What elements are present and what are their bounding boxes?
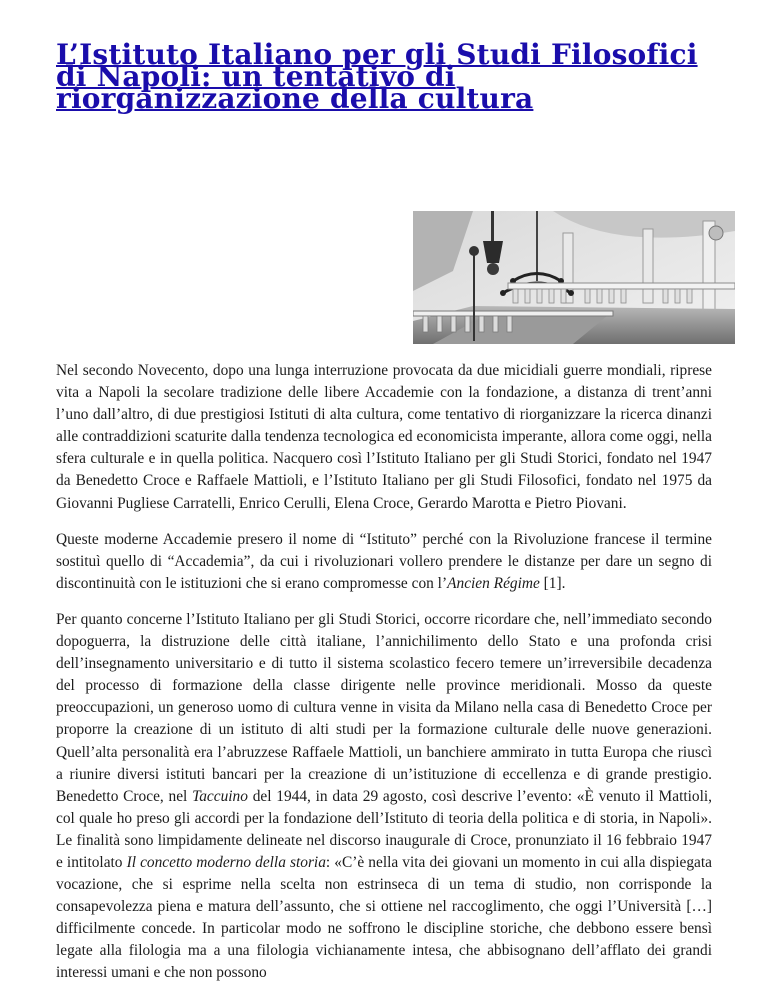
paragraph xyxy=(56,609,712,985)
article-title xyxy=(56,38,712,115)
paragraph-text: : «C’è nella vita dei giovani un momento in cui alla dispiegata vocazione, che si esprime nella scelta non estrinseca di un tema di studio, non corrisponde la consapevolezza piena e matura dell’assunto, che si ottiene nel raccoglimento, che oggi l’Università […] difficilmente concede. In particolar modo ne soffrono le discipline storiche, che debbono essere bensì legate alla filologia ma a una filologia vichianamente intesa, che abbisognano dell’afflato dei grandi interessi umani e che non possono xyxy=(56,853,712,982)
paragraph-text: Queste moderne Accademie presero il nome di “Istituto” perché con la Rivoluzione francese il termine sostituì quello di “Accademia”, da cui i rivoluzionari vollero prendere le distanze per dare un segno di discontinuità con le istituzioni che si erano compromesse con l’ xyxy=(56,530,712,592)
paragraph xyxy=(56,529,712,595)
article-title-link[interactable]: L’Istituto Italiano per gli Studi Filosofici di Napoli: un tentativo di riorganizzazione della cultura xyxy=(56,38,698,115)
paragraph-text: Per quanto concerne l’Istituto Italiano per gli Studi Storici, occorre ricordare che, nell’immediato secondo dopoguerra, la distruzione delle città italiane, l’annichilimento dello Stato e una profonda crisi dell’insegnamento universitario e di tutto il sistema scolastico fecero temere un’irreversibile decadenza del processo di formazione della classe dirigente nelle province meridionali. Mosso da queste preoccupazioni, un generoso uomo di cultura venne in visita da Milano nella casa di Benedetto Croce per proporre la creazione di un istituto di alti studi per la formazione culturale delle nuove generazioni. Quell’alta personalità era l’abruzzese Raffaele Mattioli, un banchiere ammirato in tutta Europa che riuscì a riunire diversi istituti bancari per la creazione di un’istituzione di eccellenza e di grande prestigio. Benedetto Croce, nel xyxy=(56,610,712,805)
staircase-photo xyxy=(413,211,735,344)
emphasis: Taccuino xyxy=(192,787,248,805)
article-body xyxy=(56,360,712,999)
paragraph-text: Nel secondo Novecento, dopo una lunga interruzione provocata da due micidiali guerre mondiali, riprese vita a Napoli la secolare tradizione delle libere Accademie con la fondazione, a distanza di trent’anni l’uno dall’altro, di due prestigiosi Istituti di alta cultura, come tentativo di riorganizzare la ricerca dinanzi alle contraddizioni scaturite dalla tendenza tecnologica ed economicista imperante, allora come oggi, nella sfera culturale e in quella politica. Nacquero così l’Istituto Italiano per gli Studi Storici, fondato nel 1947 da Benedetto Croce e Raffaele Mattioli, e l’Istituto Italiano per gli Studi Filosofici, fondato nel 1975 da Giovanni Pugliese Carratelli, Enrico Cerulli, Elena Croce, Gerardo Marotta e Pietro Piovani. xyxy=(56,362,712,512)
footnote-ref: [1]. xyxy=(539,574,566,592)
emphasis: Il concetto moderno della storia xyxy=(126,853,326,871)
paragraph-text: del 1944, in data 29 agosto, così descrive l’evento: «È venuto il Mattioli, col quale ho preso gli accordi per la fondazione dell’Istituto di teoria della politica e di storia, in Napoli». Le finalità sono limpidamente delineate nel discorso inaugurale di Croce, pronunziato il 16 febbraio 1947 e intitolato xyxy=(56,787,712,871)
emphasis: Ancien Régime xyxy=(447,574,540,592)
article-image xyxy=(413,211,735,344)
paragraph xyxy=(56,360,712,515)
